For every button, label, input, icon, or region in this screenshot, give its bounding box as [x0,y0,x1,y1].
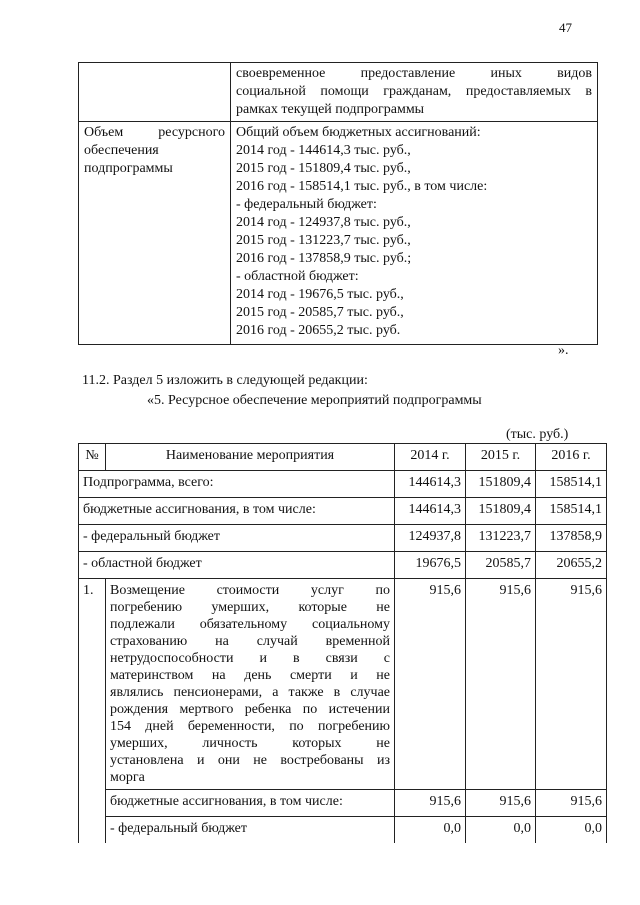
text-line: Объем ресурсного [84,125,225,140]
text-line: страхованию на случай временной [110,634,390,649]
row-label: Подпрограмма, всего: [79,471,395,498]
row-label: бюджетные ассигнования, в том числе: [106,790,395,817]
table-row [79,817,607,844]
text-line: рождения мертвого ребенка по истечении [110,702,390,717]
text-line: погребению умерших, которые не [110,600,390,615]
value-2015: 0,0 [466,817,536,844]
text-line: рамках текущей подпрограммы [236,102,425,117]
value-2016: 158514,1 [536,471,607,498]
row-label: бюджетные ассигнования, в том числе: [79,498,395,525]
text-line: морга [110,770,145,785]
header-name: Наименование мероприятия [106,444,395,471]
text-line: подлежали обязательному социальному [110,617,390,632]
value-2015: 131223,7 [466,525,536,552]
text-line: подпрограммы [84,161,173,176]
closing-quote: ». [558,343,569,358]
text-line: 2014 год - 124937,8 тыс. руб., [236,215,411,230]
header-row [79,444,607,471]
value-2015: 151809,4 [466,471,536,498]
value-2014: 144614,3 [395,471,466,498]
text-line: 154 дней беременности, по погребению [110,719,390,734]
item-number: 1. [79,579,106,844]
row-label-cell [79,122,231,345]
text-line: 2014 год - 144614,3 тыс. руб., [236,143,411,158]
row-label: - областной бюджет [79,552,395,579]
table-row [79,122,598,345]
text-line: 2015 год - 20585,7 тыс. руб., [236,305,404,320]
section-instruction: 11.2. Раздел 5 изложить в следующей редакции: [82,373,368,388]
value-2015: 151809,4 [466,498,536,525]
text-line: установлена и они не востребованы из [110,753,390,768]
text-line: 2015 год - 131223,7 тыс. руб., [236,233,411,248]
text-line: 2016 год - 137858,9 тыс. руб.; [236,251,412,266]
text-line: 2016 год - 20655,2 тыс. руб. [236,323,401,338]
funding-cell [231,122,598,345]
value-2016: 158514,1 [536,498,607,525]
value-2015: 915,6 [466,579,536,790]
table-row [79,579,607,790]
section-title: «5. Ресурсное обеспечение мероприятий подпрограммы [147,393,482,408]
value-2014: 144614,3 [395,498,466,525]
text-line: - федеральный бюджет: [236,197,377,212]
table-row [79,498,607,525]
header-num: № [79,444,106,471]
resource-table [78,443,607,843]
text-line: являлись пенсионерами, а также в случае [110,685,390,700]
text-line: умерших, личность которых не [110,736,390,751]
value-2014: 915,6 [395,790,466,817]
value-2014: 915,6 [395,579,466,790]
value-2014: 124937,8 [395,525,466,552]
page-number: 47 [559,20,572,35]
value-2016: 915,6 [536,579,607,790]
value-2014: 19676,5 [395,552,466,579]
header-2015: 2015 г. [466,444,536,471]
table-row [79,790,607,817]
table-row [79,63,598,122]
header-2014: 2014 г. [395,444,466,471]
text-line: Возмещение стоимости услуг по [110,583,390,598]
task-cell [231,63,598,122]
value-2016: 20655,2 [536,552,607,579]
item-description [106,579,395,790]
text-line: материнством на день смерти и не [110,668,390,683]
value-2016: 0,0 [536,817,607,844]
table-row [79,552,607,579]
text-line: нетрудоспособности и в связи с [110,651,390,666]
value-2016: 137858,9 [536,525,607,552]
passport-table [78,62,598,345]
value-2016: 915,6 [536,790,607,817]
table-row [79,471,607,498]
units-note: (тыс. руб.) [506,427,569,442]
empty-cell [79,63,231,122]
text-line: обеспечения [84,143,159,158]
text-line: 2016 год - 158514,1 тыс. руб., в том числе: [236,179,488,194]
value-2015: 20585,7 [466,552,536,579]
text-line: 2014 год - 19676,5 тыс. руб., [236,287,404,302]
text-line: Общий объем бюджетных ассигнований: [236,125,481,140]
value-2014: 0,0 [395,817,466,844]
table-row [79,525,607,552]
text-line: - областной бюджет: [236,269,359,284]
text-line: своевременное предоставление иных видов [236,66,592,81]
header-2016: 2016 г. [536,444,607,471]
text-line: социальной помощи гражданам, предоставляемых в [236,84,592,99]
row-label: - федеральный бюджет [106,817,395,844]
row-label: - федеральный бюджет [79,525,395,552]
value-2015: 915,6 [466,790,536,817]
text-line: 2015 год - 151809,4 тыс. руб., [236,161,411,176]
